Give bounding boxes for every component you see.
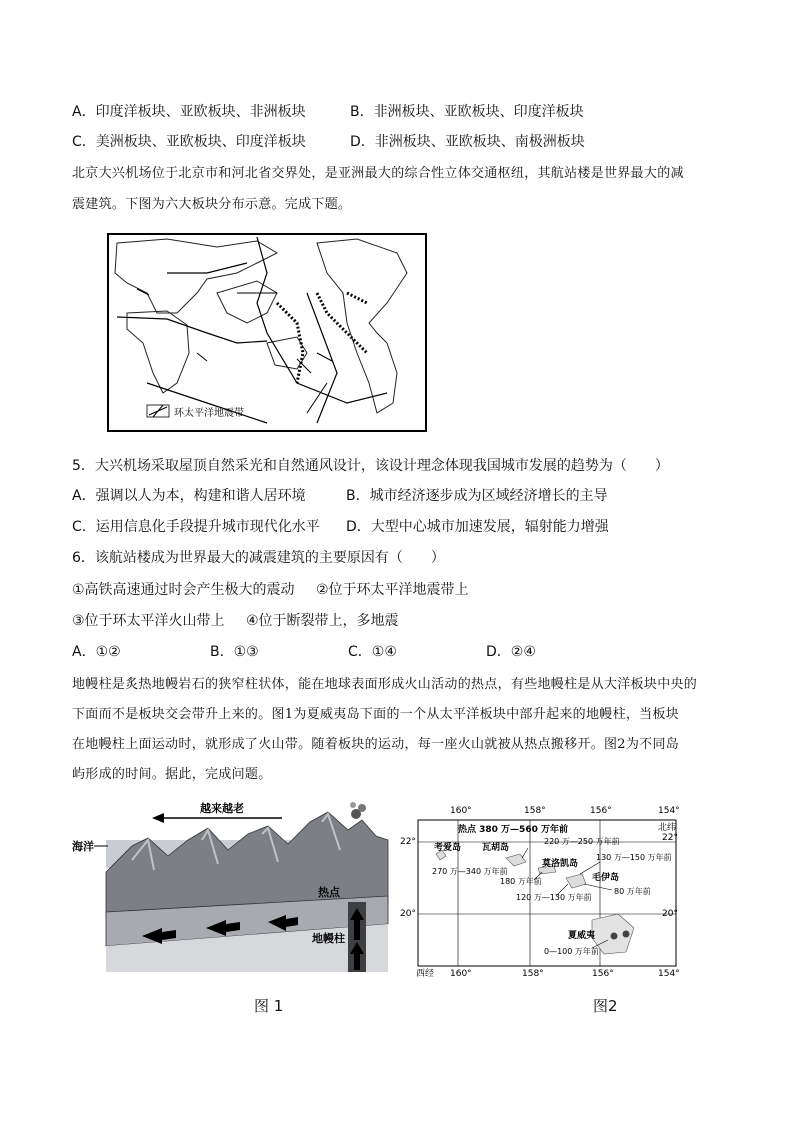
fig2-lon-top-160: 160°: [450, 806, 472, 816]
figure2-island-ages-map: [396, 802, 686, 978]
q5-option-b: B．城市经济逐步成为区域经济增长的主导: [346, 488, 608, 504]
fig2-lat-22-left: 22°: [400, 837, 416, 847]
fig2-age-molokai: 130 万—150 万年前: [596, 853, 672, 862]
passage2-line3: 在地幔柱上面运动时，就形成了火山带。随着板块的运动，每一座火山就被从热点搬移开。图2为不同岛: [72, 737, 680, 752]
q5-stem: 5．大兴机场采取屋顶自然采光和自然通风设计，该设计理念体现我国城市发展的趋势为（ ）: [72, 458, 669, 474]
fig2-age-hawaii: 0—100 万年前: [544, 947, 599, 956]
fig2-age-maui: 80 万年前: [614, 887, 651, 896]
fig1-arrow-label: 越来越老: [200, 802, 244, 815]
passage2-line4: 屿形成的时间。据此，完成问题。: [72, 767, 272, 782]
fig2-age-oahu2: 220 万—250 万年前: [544, 837, 620, 846]
fig2-lat-20-left: 20°: [400, 909, 416, 919]
fig2-age-120: 120 万—130 万年前: [516, 893, 592, 902]
q5-option-a: A．强调以人为本，构建和谐人居环境: [72, 488, 306, 504]
q4-option-a: A．印度洋板块、亚欧板块、非洲板块: [72, 104, 306, 120]
fig2-lon-bottom-158: 158°: [522, 969, 544, 978]
fig2-lon-top-158: 158°: [524, 806, 546, 816]
q6-option-b: B．①③: [210, 644, 259, 660]
q4-option-c: C．美洲板块、亚欧板块、印度洋板块: [72, 134, 306, 150]
fig2-oahu-label: 瓦胡岛: [482, 843, 510, 853]
fig2-north-lat: 北纬: [658, 823, 677, 833]
fig2-lat-20-right: 20°: [662, 909, 678, 919]
fig2-hotspot-label: 热点 380 万—560 万年前: [458, 825, 568, 835]
passage1-line2: 震建筑。下图为六大板块分布示意。完成下题。: [72, 197, 352, 212]
fig2-caption: 图2: [593, 997, 618, 1015]
q5-option-c: C．运用信息化手段提升城市现代化水平: [72, 519, 320, 535]
fig2-lat-22-right: 22°: [662, 833, 678, 843]
q6-option-d: D．②④: [486, 644, 536, 660]
fig2-lon-top-154: 154°: [658, 806, 680, 816]
fig1-caption: 图 1: [254, 997, 284, 1015]
q6-stem: 6．该航站楼成为世界最大的减震建筑的主要原因有（ ）: [72, 550, 445, 566]
passage2-line2: 下面而不是板块交会带升上来的。图1为夏威夷岛下面的一个从太平洋板块中部升起来的地幔柱，当板块: [72, 707, 680, 722]
passage1-line1: 北京大兴机场位于北京市和河北省交界处，是亚洲最大的综合性立体交通枢纽，其航站楼是世界最大的减: [72, 166, 684, 181]
q4-option-d: D．非洲板块、亚欧板块、南极洲板块: [350, 134, 585, 150]
q6-statement-1: ①高铁高速通过时会产生极大的震动: [72, 582, 295, 598]
fig2-hawaii-label: 夏威夷: [568, 931, 596, 941]
fig2-kauai-label: 考爱岛: [434, 843, 462, 853]
figure1-mantle-plume: [72, 800, 392, 972]
q6-statement-4: ④位于断裂带上，多地震: [246, 613, 399, 629]
fig1-ocean-label: 海洋: [72, 840, 94, 853]
fig2-west-lon: 西经: [416, 969, 435, 978]
world-plates-map: [107, 233, 427, 432]
map-legend-label: 环太平洋地震带: [174, 408, 244, 419]
q6-option-c: C．①④: [348, 644, 397, 660]
passage2-line1: 地幔柱是炙热地幔岩石的狭窄柱状体，能在地球表面形成火山活动的热点，有些地幔柱是从大洋板块中央的: [72, 677, 698, 692]
q4-option-b: B．非洲板块、亚欧板块、印度洋板块: [350, 104, 584, 120]
q5-option-d: D．大型中心城市加速发展，辐射能力增强: [346, 519, 609, 535]
fig2-lon-bottom-160: 160°: [450, 969, 472, 978]
fig2-age-oahu: 180 万年前: [500, 877, 542, 886]
fig2-molokai-label: 莫洛凯岛: [542, 859, 579, 869]
fig1-plume-label: 地幔柱: [312, 932, 345, 945]
q6-option-a: A．①②: [72, 644, 121, 660]
fig2-age-kauai: 270 万—340 万年前: [432, 867, 508, 876]
fig2-lon-bottom-156: 156°: [592, 969, 614, 978]
fig2-lon-top-156: 156°: [590, 806, 612, 816]
fig2-maui-label: 毛伊岛: [592, 873, 620, 883]
fig1-hotspot-label: 热点: [318, 886, 340, 899]
q6-statement-2: ②位于环太平洋地震带上: [316, 582, 469, 598]
fig2-lon-bottom-154: 154°: [658, 969, 680, 978]
q6-statement-3: ③位于环太平洋火山带上: [72, 613, 225, 629]
